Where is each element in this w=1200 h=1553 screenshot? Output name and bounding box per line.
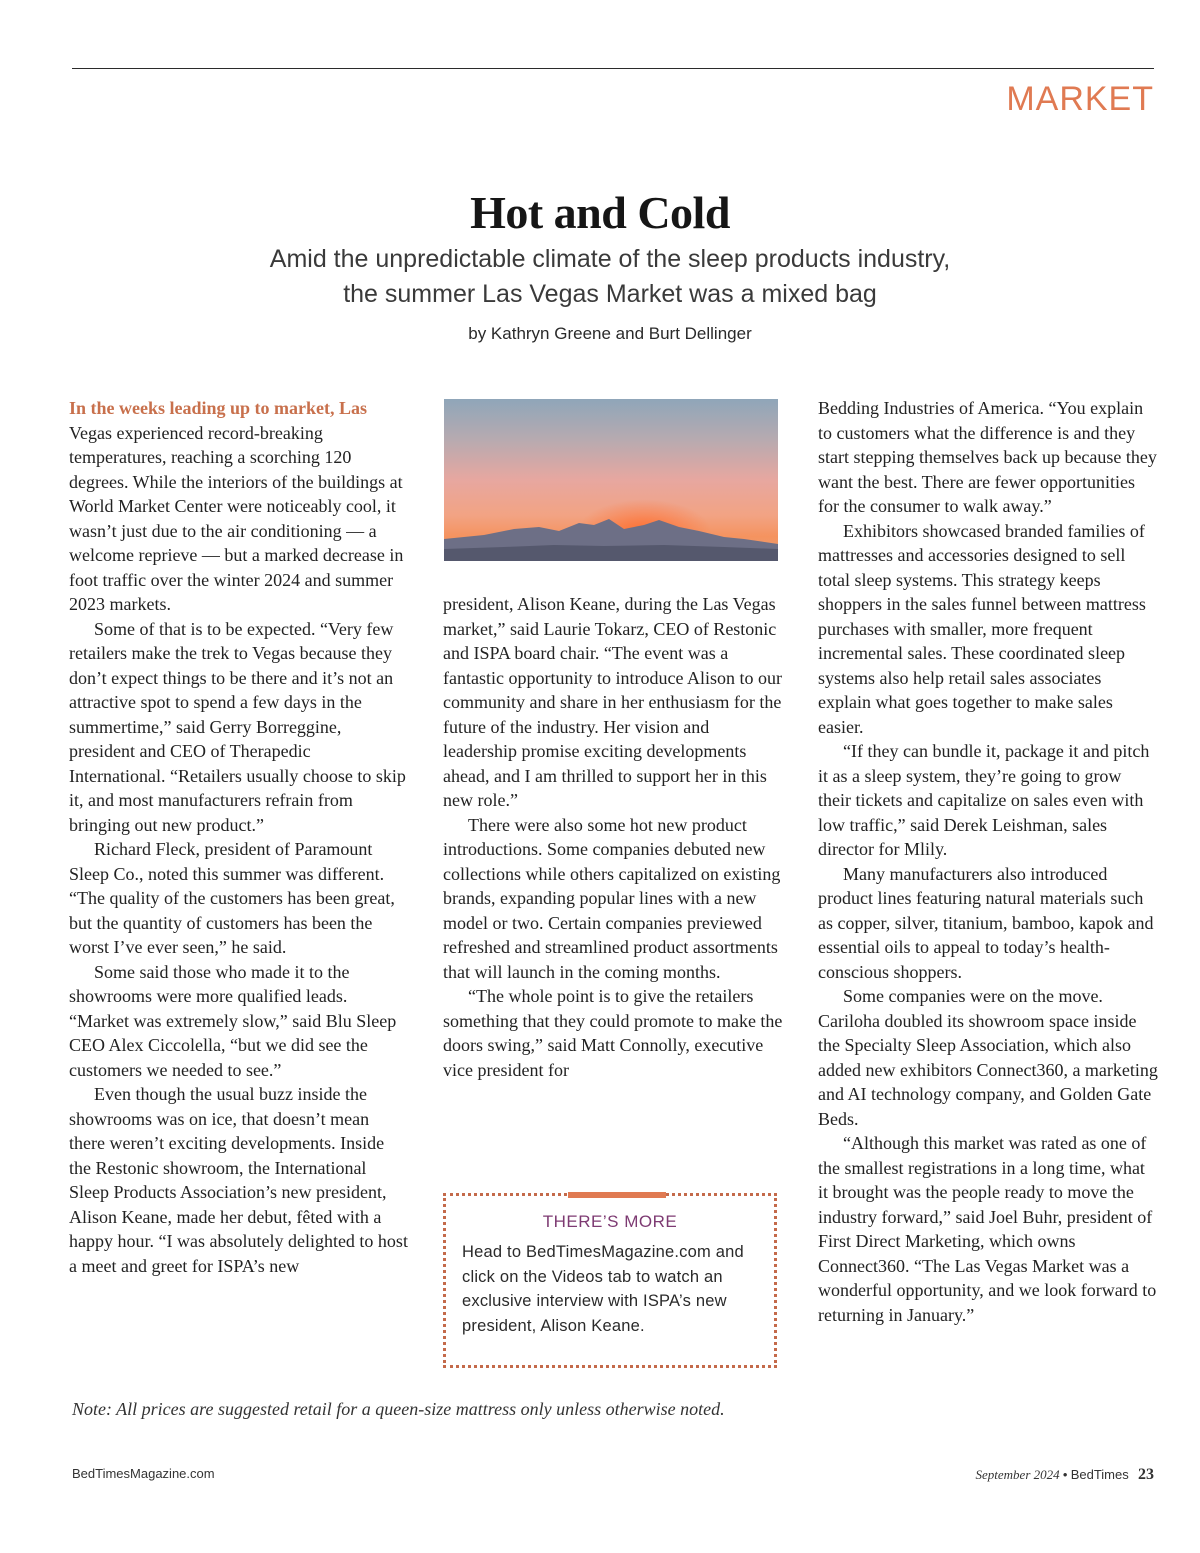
article-column-2 [443,592,783,1082]
paragraph: Some said those who made it to the showrooms were more qualified leads. “Market was extremely slow,” said Blu Sleep CEO Alex Ciccolella, “but we did see the customers we needed to see.” [69,961,397,1080]
paragraph: In the weeks leading up to market, Las Vegas experienced record-breaking temperatures, reaching a scorching 120 degrees. While the interiors of the buildings at World Market Center were noticeably cool, it wasn’t just due to the air conditioning — a welcome reprieve — but a marked decrease in foot traffic over the winter 2024 and summer 2023 markets. [69,398,404,614]
theres-more-box [443,1193,777,1368]
paragraph: “The whole point is to give the retailers something that they could promote to make the doors swing,” said Matt Connolly, executive vice president for [443,986,783,1080]
footer-separator: • [1062,1467,1068,1482]
paragraph: Even though the usual buzz inside the showrooms was on ice, that doesn’t mean there weren’t exciting developments. Inside the Restonic showroom, the International Sleep Products Association’s new president, Alison Keane, made her debut, fêted with a happy hour. “I was absolutely delighted to host a meet and greet for ISPA’s new [69,1084,408,1276]
paragraph: Some companies were on the move. Cariloha doubled its showroom space inside the Specialty Sleep Association, which also added new exhibitors Connect360, a marketing and AI technology company, and Golden Gate Beds. [818,986,1158,1129]
article-title: Hot and Cold [470,187,730,238]
sunset-mountains-photo [444,399,778,561]
paragraph: Richard Fleck, president of Paramount Sleep Co., noted this summer was different. “The quality of the customers has been great, but the quantity of customers has been the worst I’ve ever seen,” he said. [69,839,395,957]
theres-more-accent-bar [568,1192,666,1198]
subtitle-line-1: Amid the unpredictable climate of the sleep products industry, [269,245,951,273]
section-label: MARKET [1006,80,1154,118]
footer-issue-info [976,1466,1154,1484]
article-subtitle [0,242,1200,312]
lead-in: In the weeks leading up to market, Las [69,398,368,418]
paragraph: Many manufacturers also introduced product lines featuring natural materials such as copper, silver, titanium, bamboo, kapok and essential oils to appeal to today’s health-conscious shoppers. [818,863,1154,982]
theres-more-body: Head to BedTimesMagazine.com and click on the Videos tab to watch an exclusive interview with ISPA’s new president, Alison Keane. [462,1243,744,1335]
paragraph: “If they can bundle it, package it and pitch it as a sleep system, they’re going to grow their tickets and capitalize on sales even with low traffic,” said Derek Leishman, sales director for Mlily. [818,741,1150,859]
paragraph: There were also some hot new product introductions. Some companies debuted new collections while others capitalized on existing brands, expanding popular lines with a new model or two. Certain companies previewed refreshed and streamlined product assortments that will launch in the coming months. [443,814,781,982]
byline: by Kathryn Greene and Burt Dellinger [468,324,752,343]
article-column-1 [69,396,409,1278]
page-number: 23 [1138,1466,1154,1483]
theres-more-heading: THERE’S MORE [542,1212,678,1231]
paragraph: Some of that is to be expected. “Very few retailers make the trek to Vegas because they don’t expect things to be there and it’s not an attractive spot to spend a few days in the summertime,” said Gerry Borreggine, president and CEO of Therapedic International. “Retailers usually choose to skip it, and most manufacturers refrain from bringing out new product.” [69,618,406,835]
paragraph: Bedding Industries of America. “You explain to customers what the difference is and they start stepping themselves back up because they want the best. There are fewer opportunities for the consumer to walk away.” [818,398,1157,516]
footer-magazine: BedTimes [1070,1467,1129,1482]
paragraph: Exhibitors showcased branded families of mattresses and accessories designed to sell total sleep systems. This strategy keeps shoppers in the sales funnel between mattress purchases with smaller, more frequent incremental sales. These coordinated sleep systems also help retail sales associates explain what goes together to make sales easier. [818,520,1146,737]
top-rule [72,68,1154,69]
article-column-3 [818,396,1158,1327]
pricing-note: Note: All prices are suggested retail for a queen-size mattress only unless otherwise noted. [72,1399,725,1419]
paragraph: president, Alison Keane, during the Las Vegas market,” said Laurie Tokarz, CEO of Restonic and ISPA board chair. “The event was a fantastic opportunity to introduce Alison to our community and share in her enthusiasm for the future of the industry. Her vision and leadership promise exciting developments ahead, and I am thrilled to support her in this new role.” [443,594,782,810]
footer-site: BedTimesMagazine.com [72,1466,215,1481]
footer-issue-date: September 2024 [975,1467,1060,1482]
subtitle-line-2: the summer Las Vegas Market was a mixed bag [343,280,877,308]
paragraph: “Although this market was rated as one of the smallest registrations in a long time, what it brought was the people ready to move the industry forward,” said Joel Buhr, president of First Direct Marketing, which owns Connect360. “The Las Vegas Market was a wonderful opportunity, and we look forward to returning in January.” [818,1133,1157,1325]
